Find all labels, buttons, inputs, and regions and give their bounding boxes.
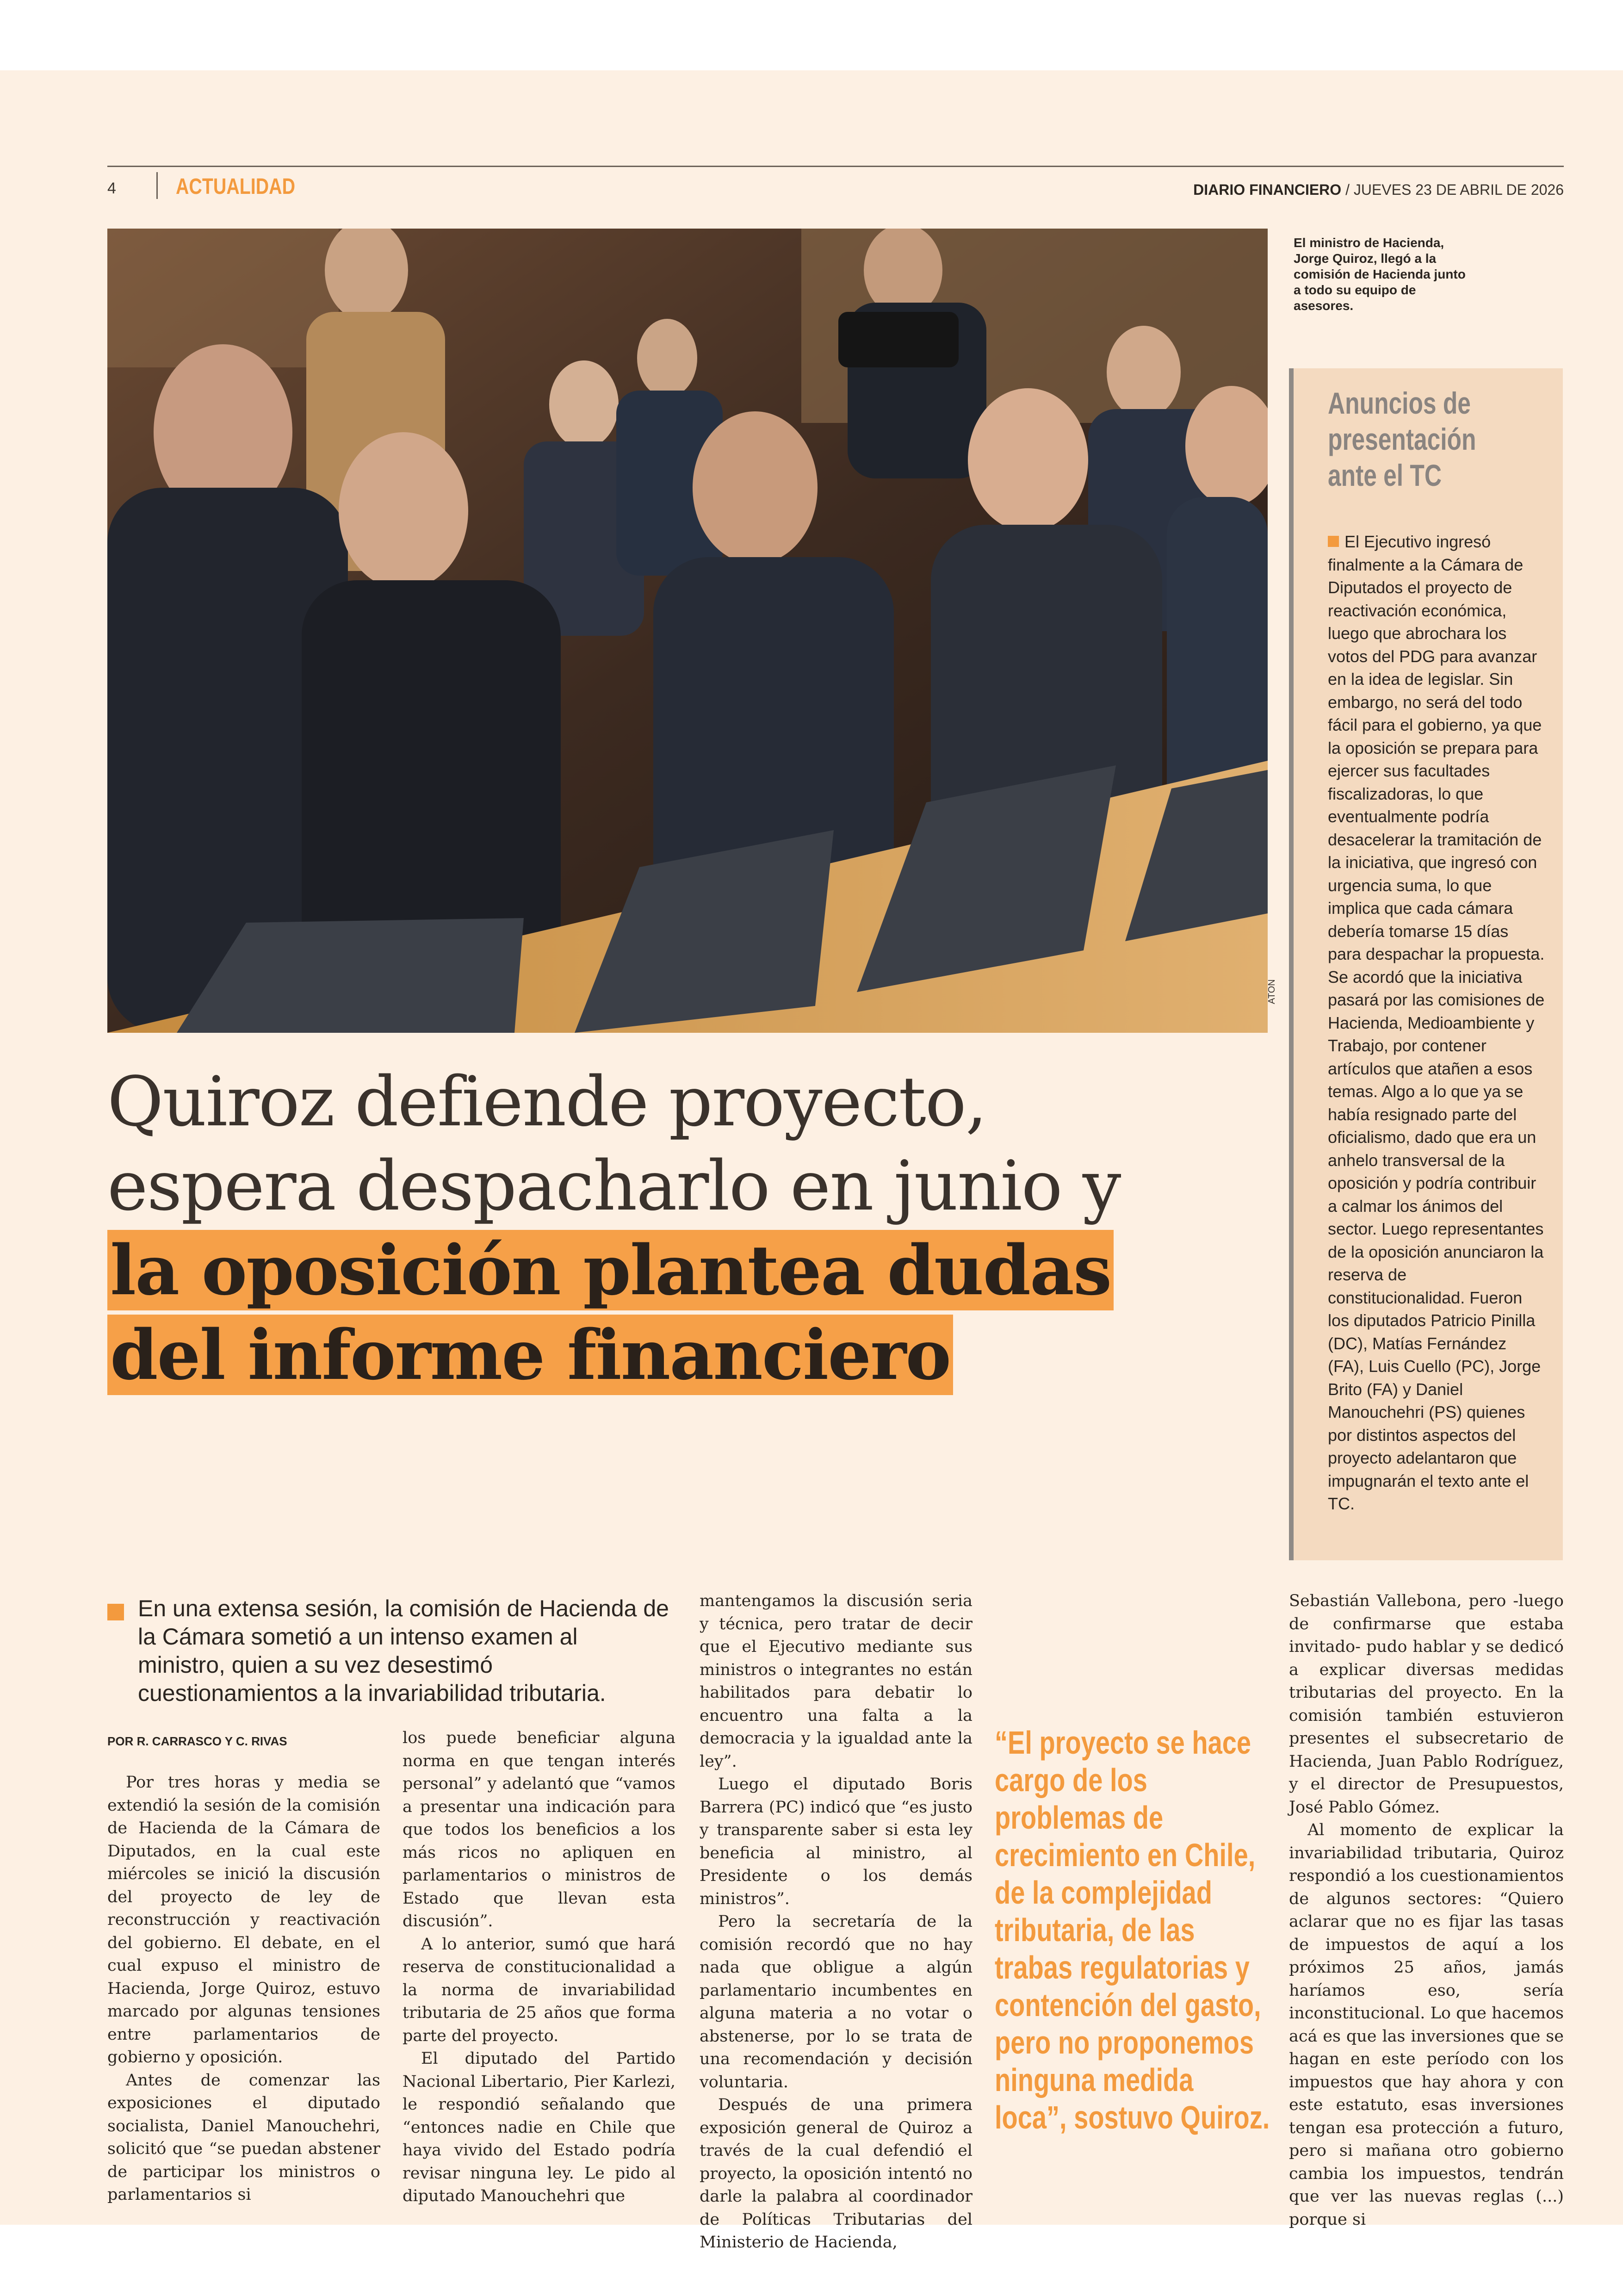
- paragraph: Pero la secretaría de la comisión recordó que no hay nada que obligue a algún parlamentario incumbentes en alguna materia a no votar o abstenerse, por lo se trata de una recomendación y decisión voluntaria.: [700, 1912, 973, 2091]
- paragraph: Luego el diputado Boris Barrera (PC) indicó que “es justo y transparente saber si esta ley beneficia al ministro, al Presidente o los demás ministros”.: [700, 1775, 973, 1908]
- lead-bullet-icon: [107, 1604, 124, 1620]
- photo-caption: El ministro de Hacienda, Jorge Quiroz, llegó a la comisión de Hacienda junto a todo su equipo de asesores.: [1294, 236, 1466, 313]
- body-column-3: [700, 1590, 973, 2254]
- pull-quote: [995, 1724, 1270, 2136]
- paragraph: Por tres horas y media se extendió la sesión de la comisión de Hacienda de la Cámara de Diputados, en la cual este miércoles se inició la discusión del proyecto de ley de reconstrucción y reactivación del gobierno. El debate, en el cual expuso el ministro de Hacienda, Jorge Quiroz, estuvo marcado por algunas tensiones entre parlamentarios de gobierno y oposición.: [107, 1773, 380, 2066]
- article-photo: [107, 229, 1268, 1033]
- headline: [107, 1060, 1144, 1397]
- section-label: ACTUALIDAD: [176, 174, 295, 199]
- issue-date: / JUEVES 23 DE ABRIL DE 2026: [1345, 181, 1564, 198]
- body-column-4: [1289, 1590, 1564, 2231]
- body-column-1: [107, 1771, 380, 2207]
- page-number: 4: [107, 180, 116, 197]
- headline-highlight: la oposición plantea dudas del informe financiero: [107, 1230, 1114, 1395]
- headline-main: Quiroz defiende proyecto, espera despacharlo en junio y: [107, 1062, 1121, 1226]
- photo-credit: ATON: [1267, 979, 1277, 1004]
- paragraph: Antes de comenzar las exposiciones el diputado socialista, Daniel Manouchehri, solicitó que “se puedan abstener de participar los ministros o parlamentarios si: [107, 2071, 380, 2204]
- paper-name: DIARIO FINANCIERO: [1193, 181, 1342, 198]
- pull-quote-text: “El proyecto se hace cargo de los problemas de crecimiento en Chile, de la complejidad tributaria, de las trabas regulatorias y contención del gasto, pero no proponemos ninguna medida loca”, sostuvo Quiroz.: [995, 1725, 1270, 2135]
- byline: POR R. CARRASCO Y C. RIVAS: [107, 1734, 287, 1748]
- paragraph: Después de una primera exposición general de Quiroz a través de la cual defendió el proyecto, la oposición intentó no darle la palabra al coordinador de Políticas Tributarias del Ministerio de Hacienda,: [700, 2096, 973, 2252]
- paragraph: El diputado del Partido Nacional Libertario, Pier Karlezi, le respondió señalando que “entonces nadie en Chile que haya vivido del Estado podría revisar ninguna ley. Le pido al diputado Manouchehri que: [403, 2049, 675, 2205]
- sidebar-title: Anuncios de presentación ante el TC: [1328, 386, 1476, 492]
- bullet-icon: [1328, 536, 1339, 547]
- paragraph: los puede beneficiar alguna norma en que tengan interés personal” y adelantó que “vamos a presentar una indicación para que todos los beneficios a los más ricos no apliquen en parlamentarios o ministros de Estado que llevan esta discusión”.: [403, 1729, 675, 1930]
- body-column-2: [403, 1727, 675, 2208]
- photo-illustration: [107, 229, 1268, 1033]
- paragraph: Sebastián Vallebona, pero -luego de confirmarse que estaba invitado- pudo hablar y se dedicó a explicar diversas medidas tributarias del proyecto. En la comisión también estuvieron presentes el subsecretario de Hacienda, Juan Pablo Rodríguez, y el director de Presupuestos, José Pablo Gómez.: [1289, 1592, 1564, 1817]
- sidebar-text: El Ejecutivo ingresó finalmente a la Cámara de Diputados el proyecto de reactivación económica, luego que abrochara los votos del PDG para avanzar en la idea de legislar. Sin embargo, no será del todo fácil para el gobierno, ya que la oposición se prepara para ejercer sus facultades fiscalizadoras, lo que eventualmente podría desacelerar la tramitación de la iniciativa, que ingresó con urgencia suma, lo que implica que cada cámara debería tomarse 15 días para despachar la propuesta. Se acordó que la iniciativa pasará por las comisiones de Hacienda, Medioambiente y Trabajo, por contener artículos que atañen a esos temas. Algo a lo que ya se había resignado parte del oficialismo, dado que era un anhelo transversal de la oposición y podría contribuir a calmar los ánimos del sector. Luego representantes de la oposición anunciaron la reserva de constitucionalidad. Fueron los diputados Patricio Pinilla (DC), Matías Fernández (FA), Luis Cuello (PC), Jorge Brito (FA) y Daniel Manouchehri (PS) quienes por distintos aspectos del proyecto adelantaron que impugnarán el texto ante el TC.: [1328, 532, 1545, 1513]
- masthead: [1193, 181, 1564, 199]
- header-rule: [107, 166, 1564, 167]
- lead-paragraph: En una extensa sesión, la comisión de Hacienda de la Cámara sometió a un intenso examen al ministro, quien a su vez desestimó cuestionamientos a la invariabilidad tributaria.: [138, 1595, 669, 1706]
- paragraph: A lo anterior, sumó que hará reserva de constitucionalidad a la norma de invariabilidad tributaria de 25 años que forma parte del proyecto.: [403, 1935, 675, 2045]
- section-divider: [156, 172, 158, 199]
- sidebar-box: [1289, 368, 1563, 1560]
- paragraph: Al momento de explicar la invariabilidad tributaria, Quiroz respondió a los cuestionamientos de algunos sectores: “Quiero aclarar que no es fijar las tasas de impuestos de aquí a los próximos 25 años, jamás haríamos eso, sería inconstitucional. Lo que hacemos acá es que las inversiones que se hagan en este período con los impuestos que hay ahora y con este estatuto, esas inversiones tengan esa protección a futuro, pero si mañana otro gobierno cambia los impuestos, tendrán que ver las nuevas reglas (...) porque si: [1289, 1821, 1564, 2229]
- sidebar-body: [1328, 530, 1545, 1515]
- paragraph: mantengamos la discusión seria y técnica, pero tratar de decir que el Ejecutivo mediante sus ministros o integrantes no están habilitados para debatir lo encuentro una falta a la democracia y la igualdad ante la ley”.: [700, 1592, 973, 1771]
